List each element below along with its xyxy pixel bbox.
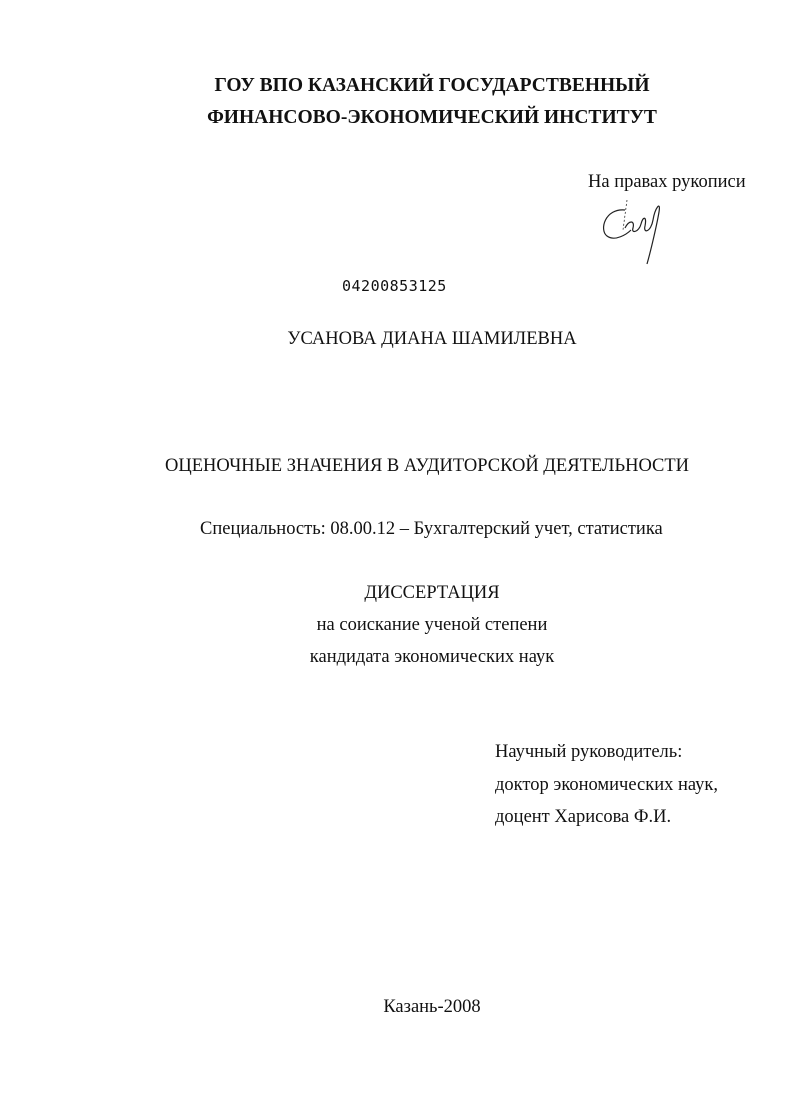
dissertation-title: ОЦЕНОЧНЫЕ ЗНАЧЕНИЯ В АУДИТОРСКОЙ ДЕЯТЕЛЬНОСТИ — [165, 456, 690, 476]
work-type-heading: ДИССЕРТАЦИЯ — [364, 583, 500, 603]
work-type-line-1: на соискание ученой степени — [316, 615, 548, 635]
supervisor-label: Научный руководитель: — [495, 742, 683, 762]
manuscript-note: На правах рукописи — [588, 172, 746, 192]
institution-line-2: ФИНАНСОВО-ЭКОНОМИЧЕСКИЙ ИНСТИТУТ — [207, 107, 657, 128]
institution-line-1: ГОУ ВПО КАЗАНСКИЙ ГОСУДАРСТВЕННЫЙ — [214, 75, 650, 96]
supervisor-degree: доктор экономических наук, — [495, 775, 719, 795]
specialty: Специальность: 08.00.12 – Бухгалтерский учет, статистика — [200, 519, 663, 539]
signature — [595, 190, 675, 268]
author-name: УСАНОВА ДИАНА ШАМИЛЕВНА — [287, 329, 577, 349]
supervisor-name: доцент Харисова Ф.И. — [495, 807, 672, 827]
work-type-line-2: кандидата экономических наук — [309, 647, 555, 667]
place-year: Казань-2008 — [383, 997, 481, 1017]
document-number: 04200853125 — [342, 277, 447, 295]
